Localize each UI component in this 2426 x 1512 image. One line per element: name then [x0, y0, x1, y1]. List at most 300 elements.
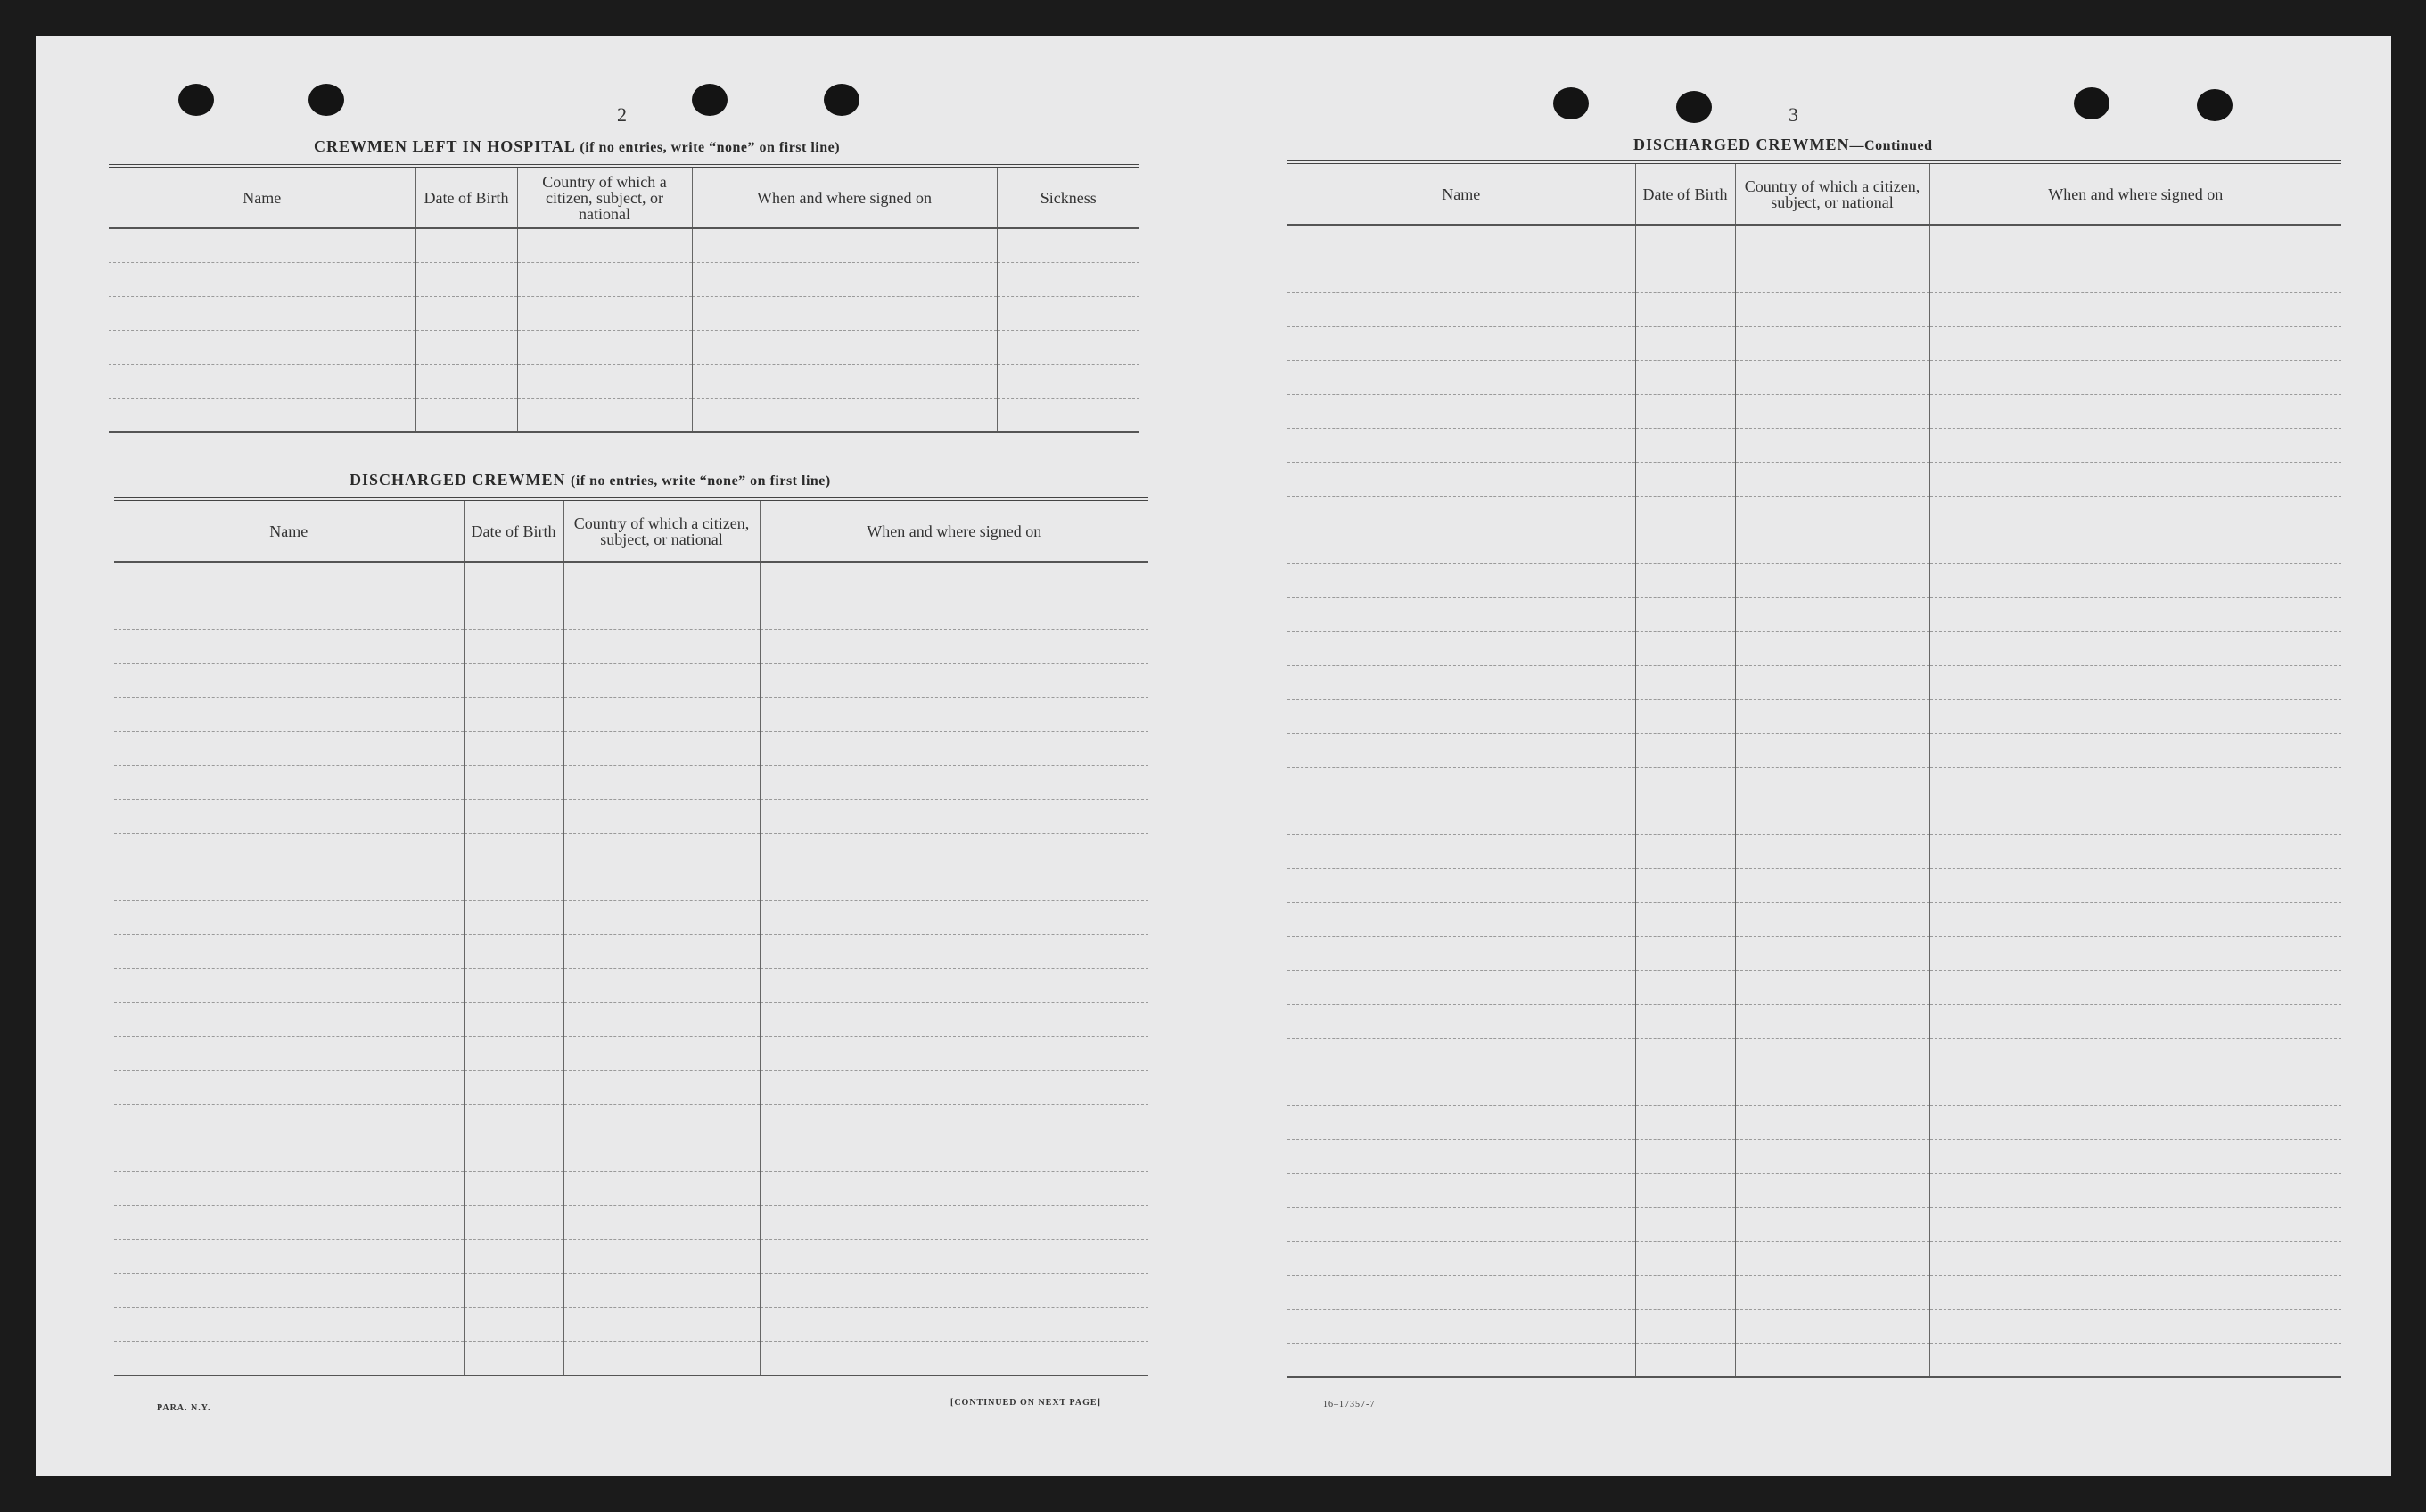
entry-cell[interactable]: [1929, 1140, 2341, 1174]
entry-cell[interactable]: [563, 732, 760, 766]
entry-cell[interactable]: [563, 596, 760, 630]
entry-cell[interactable]: [464, 1105, 563, 1138]
entry-cell[interactable]: [114, 562, 464, 596]
entry-cell[interactable]: [114, 732, 464, 766]
entry-cell[interactable]: [114, 1105, 464, 1138]
entry-cell[interactable]: [1287, 564, 1635, 598]
entry-cell[interactable]: [114, 1206, 464, 1240]
entry-cell[interactable]: [464, 800, 563, 834]
entry-cell[interactable]: [1635, 666, 1735, 700]
entry-cell[interactable]: [415, 263, 517, 297]
entry-cell[interactable]: [997, 297, 1139, 331]
entry-cell[interactable]: [1929, 259, 2341, 293]
entry-row: [1287, 530, 2341, 564]
section-title-text: DISCHARGED CREWMEN: [1633, 136, 1850, 153]
hospital-section-title: [314, 137, 840, 156]
entry-cell[interactable]: [464, 1274, 563, 1308]
entry-cell[interactable]: [1929, 1344, 2341, 1378]
entry-cell[interactable]: [1635, 1344, 1735, 1378]
entry-cell[interactable]: [563, 969, 760, 1003]
entry-cell[interactable]: [114, 935, 464, 969]
entry-cell[interactable]: [1287, 1276, 1635, 1310]
entry-cell[interactable]: [760, 867, 1148, 901]
entry-cell[interactable]: [760, 1138, 1148, 1172]
entry-cell[interactable]: [1287, 1005, 1635, 1039]
entry-row: [1287, 564, 2341, 598]
entry-cell[interactable]: [114, 630, 464, 664]
entry-cell[interactable]: [760, 1037, 1148, 1071]
entry-cell[interactable]: [1929, 1208, 2341, 1242]
entry-cell[interactable]: [1929, 700, 2341, 734]
entry-cell[interactable]: [1287, 801, 1635, 835]
entry-cell[interactable]: [1735, 937, 1929, 971]
entry-cell[interactable]: [1635, 768, 1735, 801]
entry-cell[interactable]: [464, 1037, 563, 1071]
entry-cell[interactable]: [760, 935, 1148, 969]
entry-cell[interactable]: [464, 766, 563, 800]
entry-cell[interactable]: [1735, 361, 1929, 395]
entry-cell[interactable]: [563, 698, 760, 732]
entry-cell[interactable]: [760, 1342, 1148, 1376]
entry-cell[interactable]: [1287, 327, 1635, 361]
entry-row: [114, 766, 1148, 800]
entry-cell[interactable]: [760, 969, 1148, 1003]
entry-cell[interactable]: [1635, 801, 1735, 835]
entry-cell[interactable]: [109, 365, 415, 399]
entry-cell[interactable]: [1735, 530, 1929, 564]
entry-cell[interactable]: [1287, 1106, 1635, 1140]
entry-cell[interactable]: [1735, 1242, 1929, 1276]
entry-cell[interactable]: [760, 562, 1148, 596]
entry-cell[interactable]: [1735, 801, 1929, 835]
entry-cell[interactable]: [1929, 564, 2341, 598]
entry-cell[interactable]: [563, 1172, 760, 1206]
entry-cell[interactable]: [1287, 1072, 1635, 1106]
entry-cell[interactable]: [114, 867, 464, 901]
entry-cell[interactable]: [464, 1206, 563, 1240]
entry-cell[interactable]: [517, 365, 692, 399]
entry-cell[interactable]: [1287, 530, 1635, 564]
entry-cell[interactable]: [1287, 768, 1635, 801]
entry-cell[interactable]: [1635, 327, 1735, 361]
entry-cell[interactable]: [1929, 903, 2341, 937]
entry-cell[interactable]: [114, 1308, 464, 1342]
entry-cell[interactable]: [114, 596, 464, 630]
entry-cell[interactable]: [114, 664, 464, 698]
entry-cell[interactable]: [1735, 835, 1929, 869]
entry-cell[interactable]: [464, 1138, 563, 1172]
entry-cell[interactable]: [1735, 1072, 1929, 1106]
entry-cell[interactable]: [464, 664, 563, 698]
entry-cell[interactable]: [760, 901, 1148, 935]
entry-row: [114, 1037, 1148, 1071]
entry-cell[interactable]: [415, 228, 517, 263]
entry-cell[interactable]: [563, 1342, 760, 1376]
entry-cell[interactable]: [563, 935, 760, 969]
entry-cell[interactable]: [1635, 395, 1735, 429]
entry-cell[interactable]: [464, 1308, 563, 1342]
entry-cell[interactable]: [114, 969, 464, 1003]
entry-cell[interactable]: [1635, 734, 1735, 768]
entry-cell[interactable]: [464, 630, 563, 664]
entry-cell[interactable]: [1735, 666, 1929, 700]
page-number: 2: [617, 103, 627, 126]
entry-cell[interactable]: [1287, 1174, 1635, 1208]
entry-cell[interactable]: [1287, 666, 1635, 700]
entry-cell[interactable]: [1635, 1276, 1735, 1310]
footer-continued-note: [CONTINUED ON NEXT PAGE]: [950, 1398, 1101, 1408]
entry-cell[interactable]: [1735, 564, 1929, 598]
entry-row: [114, 630, 1148, 664]
entry-cell[interactable]: [1735, 1039, 1929, 1072]
entry-cell[interactable]: [563, 1003, 760, 1037]
entry-cell[interactable]: [1929, 497, 2341, 530]
entry-cell[interactable]: [1929, 1174, 2341, 1208]
entry-cell[interactable]: [1287, 1242, 1635, 1276]
entry-row: [1287, 1208, 2341, 1242]
entry-cell[interactable]: [760, 1172, 1148, 1206]
entry-cell[interactable]: [1287, 293, 1635, 327]
entry-cell[interactable]: [415, 399, 517, 433]
entry-cell[interactable]: [1635, 1072, 1735, 1106]
entry-cell[interactable]: [114, 834, 464, 867]
entry-cell[interactable]: [1735, 293, 1929, 327]
entry-cell[interactable]: [1929, 1039, 2341, 1072]
entry-row: [114, 698, 1148, 732]
entry-cell[interactable]: [1635, 937, 1735, 971]
entry-cell[interactable]: [1635, 1242, 1735, 1276]
entry-cell[interactable]: [114, 766, 464, 800]
entry-cell[interactable]: [1735, 869, 1929, 903]
entry-cell[interactable]: [1735, 1276, 1929, 1310]
entry-cell[interactable]: [1287, 869, 1635, 903]
entry-cell[interactable]: [1929, 225, 2341, 259]
entry-cell[interactable]: [415, 297, 517, 331]
entry-cell[interactable]: [760, 1003, 1148, 1037]
column-header-date-of-birth: Date of Birth: [1635, 162, 1735, 225]
entry-cell[interactable]: [1735, 1106, 1929, 1140]
entry-cell[interactable]: [1635, 903, 1735, 937]
entry-cell[interactable]: [760, 664, 1148, 698]
entry-cell[interactable]: [464, 969, 563, 1003]
entry-cell[interactable]: [1929, 666, 2341, 700]
entry-cell[interactable]: [109, 297, 415, 331]
entry-cell[interactable]: [1735, 768, 1929, 801]
continued-section-title: [1633, 136, 1933, 154]
entry-cell[interactable]: [1735, 259, 1929, 293]
entry-row: [1287, 869, 2341, 903]
entry-cell[interactable]: [1929, 1072, 2341, 1106]
entry-row: [114, 1138, 1148, 1172]
entry-cell[interactable]: [1287, 259, 1635, 293]
entry-cell[interactable]: [997, 228, 1139, 263]
entry-cell[interactable]: [563, 800, 760, 834]
entry-cell[interactable]: [517, 399, 692, 433]
entry-cell[interactable]: [563, 1240, 760, 1274]
entry-row: [1287, 1140, 2341, 1174]
entry-cell[interactable]: [1287, 1208, 1635, 1242]
entry-row: [114, 562, 1148, 596]
entry-cell[interactable]: [1635, 632, 1735, 666]
entry-cell[interactable]: [997, 331, 1139, 365]
punch-hole-mark: [2197, 89, 2233, 121]
entry-cell[interactable]: [1635, 1140, 1735, 1174]
entry-cell[interactable]: [692, 263, 997, 297]
entry-cell[interactable]: [415, 331, 517, 365]
entry-cell[interactable]: [1635, 1208, 1735, 1242]
entry-cell[interactable]: [760, 1274, 1148, 1308]
entry-cell[interactable]: [1929, 768, 2341, 801]
entry-cell[interactable]: [1929, 835, 2341, 869]
entry-cell[interactable]: [1287, 225, 1635, 259]
entry-cell[interactable]: [1635, 1310, 1735, 1344]
entry-cell[interactable]: [1735, 225, 1929, 259]
entry-cell[interactable]: [760, 1105, 1148, 1138]
entry-cell[interactable]: [563, 630, 760, 664]
entry-cell[interactable]: [563, 1206, 760, 1240]
entry-cell[interactable]: [464, 1342, 563, 1376]
entry-cell[interactable]: [109, 399, 415, 433]
entry-row: [1287, 327, 2341, 361]
entry-row: [114, 969, 1148, 1003]
entry-cell[interactable]: [563, 1138, 760, 1172]
entry-cell[interactable]: [1287, 1140, 1635, 1174]
entry-cell[interactable]: [563, 562, 760, 596]
entry-cell[interactable]: [1635, 1106, 1735, 1140]
entry-cell[interactable]: [1929, 361, 2341, 395]
entry-cell[interactable]: [114, 1342, 464, 1376]
entry-row: [109, 331, 1139, 365]
entry-cell[interactable]: [1635, 293, 1735, 327]
entry-cell[interactable]: [692, 297, 997, 331]
entry-row: [1287, 361, 2341, 395]
entry-cell[interactable]: [563, 766, 760, 800]
entry-cell[interactable]: [517, 228, 692, 263]
form-sheet: [36, 36, 2391, 1476]
entry-cell[interactable]: [1287, 361, 1635, 395]
entry-cell[interactable]: [1929, 1310, 2341, 1344]
entry-cell[interactable]: [563, 1274, 760, 1308]
entry-cell[interactable]: [1929, 293, 2341, 327]
entry-cell[interactable]: [114, 1138, 464, 1172]
entry-cell[interactable]: [464, 1172, 563, 1206]
entry-cell[interactable]: [692, 331, 997, 365]
entry-cell[interactable]: [563, 901, 760, 935]
entry-cell[interactable]: [1735, 1140, 1929, 1174]
entry-cell[interactable]: [1287, 497, 1635, 530]
entry-cell[interactable]: [517, 331, 692, 365]
entry-cell[interactable]: [1929, 1005, 2341, 1039]
entry-cell[interactable]: [464, 698, 563, 732]
entry-cell[interactable]: [1735, 971, 1929, 1005]
entry-cell[interactable]: [760, 1240, 1148, 1274]
entry-cell[interactable]: [464, 562, 563, 596]
entry-cell[interactable]: [114, 1172, 464, 1206]
entry-cell[interactable]: [760, 1308, 1148, 1342]
entry-cell[interactable]: [1929, 734, 2341, 768]
entry-cell[interactable]: [1287, 734, 1635, 768]
hospital-table: [109, 164, 1139, 433]
entry-cell[interactable]: [1287, 700, 1635, 734]
entry-cell[interactable]: [997, 399, 1139, 433]
entry-cell[interactable]: [1635, 869, 1735, 903]
entry-cell[interactable]: [517, 297, 692, 331]
entry-cell[interactable]: [109, 228, 415, 263]
entry-cell[interactable]: [1929, 632, 2341, 666]
entry-cell[interactable]: [1735, 1310, 1929, 1344]
entry-cell[interactable]: [1735, 1005, 1929, 1039]
entry-cell[interactable]: [114, 800, 464, 834]
entry-cell[interactable]: [1635, 361, 1735, 395]
entry-cell[interactable]: [1735, 395, 1929, 429]
entry-cell[interactable]: [692, 399, 997, 433]
entry-cell[interactable]: [1735, 903, 1929, 937]
entry-cell[interactable]: [1287, 1310, 1635, 1344]
entry-row: [1287, 463, 2341, 497]
entry-cell[interactable]: [415, 365, 517, 399]
entry-cell[interactable]: [1287, 937, 1635, 971]
punch-hole-mark: [1676, 91, 1712, 123]
entry-cell[interactable]: [760, 1206, 1148, 1240]
entry-cell[interactable]: [114, 698, 464, 732]
entry-cell[interactable]: [464, 732, 563, 766]
entry-cell[interactable]: [1929, 429, 2341, 463]
entry-cell[interactable]: [1929, 971, 2341, 1005]
entry-cell[interactable]: [760, 1071, 1148, 1105]
entry-cell[interactable]: [1929, 530, 2341, 564]
entry-cell[interactable]: [1287, 835, 1635, 869]
entry-cell[interactable]: [760, 596, 1148, 630]
entry-cell[interactable]: [563, 664, 760, 698]
punch-hole-mark: [308, 84, 344, 116]
entry-row: [114, 1071, 1148, 1105]
entry-cell[interactable]: [1735, 734, 1929, 768]
entry-cell[interactable]: [464, 1003, 563, 1037]
entry-cell[interactable]: [1635, 598, 1735, 632]
entry-row: [1287, 666, 2341, 700]
entry-cell[interactable]: [114, 901, 464, 935]
entry-cell[interactable]: [109, 331, 415, 365]
entry-cell[interactable]: [1287, 632, 1635, 666]
entry-cell[interactable]: [1929, 1242, 2341, 1276]
entry-cell[interactable]: [517, 263, 692, 297]
entry-cell[interactable]: [563, 834, 760, 867]
entry-cell[interactable]: [1929, 598, 2341, 632]
entry-cell[interactable]: [760, 800, 1148, 834]
entry-cell[interactable]: [563, 867, 760, 901]
entry-cell[interactable]: [1735, 632, 1929, 666]
entry-cell[interactable]: [464, 935, 563, 969]
entry-cell[interactable]: [1735, 700, 1929, 734]
entry-cell[interactable]: [563, 1105, 760, 1138]
entry-cell[interactable]: [1929, 937, 2341, 971]
entry-cell[interactable]: [563, 1037, 760, 1071]
entry-cell[interactable]: [1735, 429, 1929, 463]
entry-cell[interactable]: [1635, 971, 1735, 1005]
entry-cell[interactable]: [760, 834, 1148, 867]
entry-cell[interactable]: [1635, 1174, 1735, 1208]
entry-cell[interactable]: [1735, 1208, 1929, 1242]
entry-row: [1287, 1276, 2341, 1310]
entry-row: [114, 867, 1148, 901]
entry-cell[interactable]: [114, 1037, 464, 1071]
entry-cell[interactable]: [1635, 225, 1735, 259]
entry-cell[interactable]: [464, 901, 563, 935]
entry-cell[interactable]: [997, 263, 1139, 297]
entry-cell[interactable]: [464, 867, 563, 901]
column-header-name: Name: [1287, 162, 1635, 225]
entry-cell[interactable]: [1929, 1276, 2341, 1310]
entry-cell[interactable]: [997, 365, 1139, 399]
entry-cell[interactable]: [1929, 395, 2341, 429]
entry-cell[interactable]: [563, 1308, 760, 1342]
entry-cell[interactable]: [114, 1240, 464, 1274]
entry-cell[interactable]: [1635, 530, 1735, 564]
entry-cell[interactable]: [464, 1240, 563, 1274]
entry-cell[interactable]: [1635, 463, 1735, 497]
entry-cell[interactable]: [1287, 1344, 1635, 1378]
entry-row: [1287, 1174, 2341, 1208]
entry-cell[interactable]: [1635, 429, 1735, 463]
entry-cell[interactable]: [464, 596, 563, 630]
entry-cell[interactable]: [1929, 463, 2341, 497]
entry-cell[interactable]: [1287, 463, 1635, 497]
entry-cell[interactable]: [1635, 259, 1735, 293]
entry-cell[interactable]: [114, 1071, 464, 1105]
entry-cell[interactable]: [1287, 1039, 1635, 1072]
entry-cell[interactable]: [1735, 463, 1929, 497]
entry-cell[interactable]: [1635, 700, 1735, 734]
entry-cell[interactable]: [563, 1071, 760, 1105]
entry-cell[interactable]: [1635, 835, 1735, 869]
entry-cell[interactable]: [1635, 1039, 1735, 1072]
entry-cell[interactable]: [109, 263, 415, 297]
entry-cell[interactable]: [1287, 395, 1635, 429]
entry-cell[interactable]: [464, 1071, 563, 1105]
entry-cell[interactable]: [1287, 598, 1635, 632]
entry-cell[interactable]: [1287, 903, 1635, 937]
entry-cell[interactable]: [114, 1003, 464, 1037]
entry-row: [1287, 429, 2341, 463]
entry-cell[interactable]: [1929, 1106, 2341, 1140]
entry-cell[interactable]: [1287, 971, 1635, 1005]
entry-cell[interactable]: [114, 1274, 464, 1308]
entry-cell[interactable]: [1735, 497, 1929, 530]
entry-cell[interactable]: [1929, 869, 2341, 903]
entry-cell[interactable]: [760, 698, 1148, 732]
entry-cell[interactable]: [464, 834, 563, 867]
entry-cell[interactable]: [760, 732, 1148, 766]
entry-row: [1287, 1039, 2341, 1072]
entry-row: [109, 297, 1139, 331]
entry-cell[interactable]: [1735, 598, 1929, 632]
entry-cell[interactable]: [1635, 564, 1735, 598]
entry-cell[interactable]: [1929, 327, 2341, 361]
entry-cell[interactable]: [1735, 1174, 1929, 1208]
entry-cell[interactable]: [1635, 1005, 1735, 1039]
entry-cell[interactable]: [1287, 429, 1635, 463]
entry-cell[interactable]: [1635, 497, 1735, 530]
entry-cell[interactable]: [1735, 327, 1929, 361]
section-note: (if no entries, write “none” on first line): [571, 473, 831, 489]
entry-cell[interactable]: [760, 630, 1148, 664]
entry-cell[interactable]: [692, 228, 997, 263]
entry-cell[interactable]: [692, 365, 997, 399]
entry-cell[interactable]: [760, 766, 1148, 800]
entry-cell[interactable]: [1929, 801, 2341, 835]
entry-row: [1287, 1310, 2341, 1344]
entry-cell[interactable]: [1735, 1344, 1929, 1378]
